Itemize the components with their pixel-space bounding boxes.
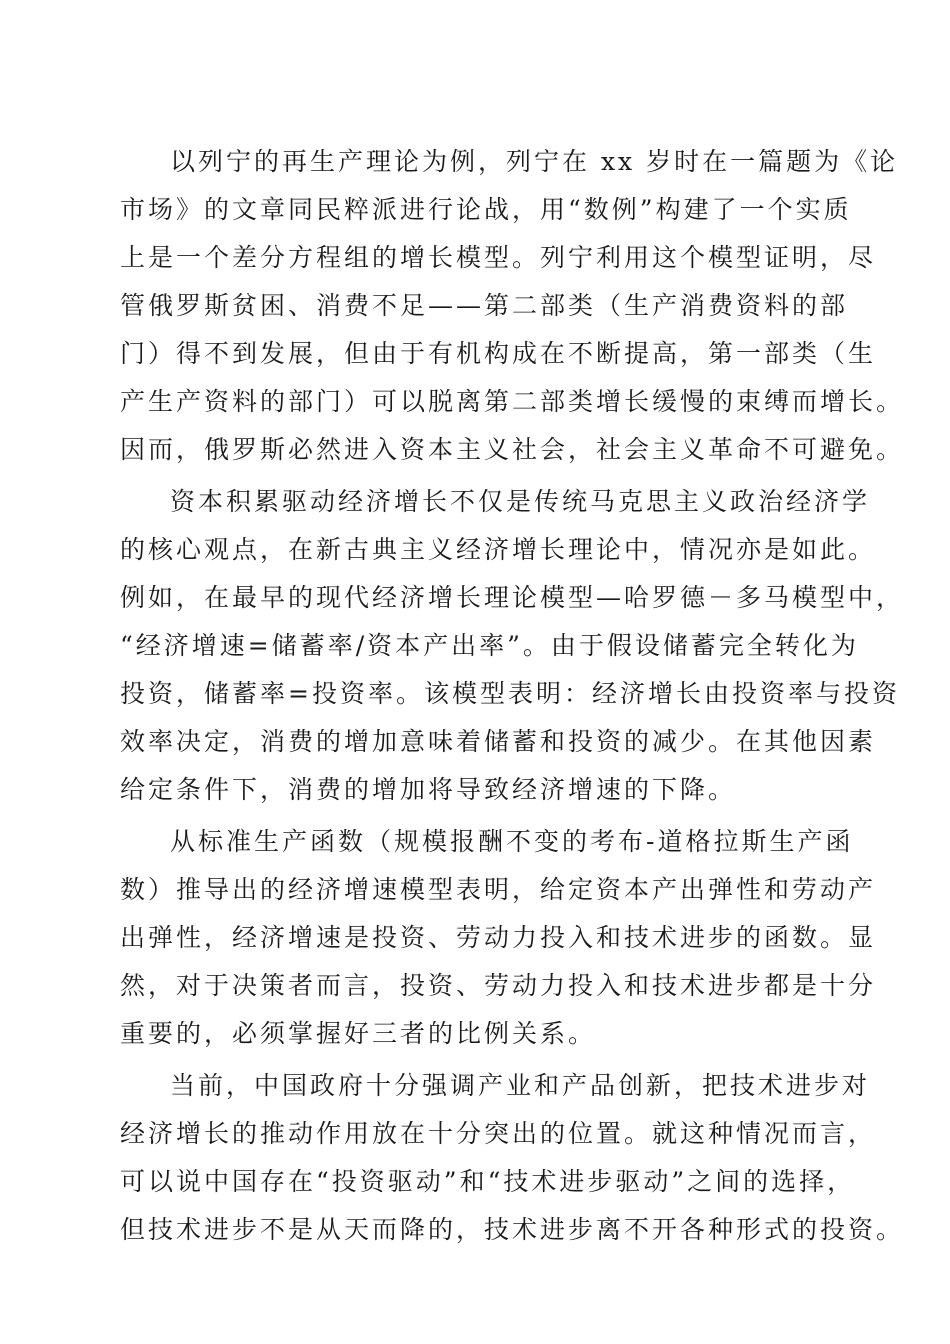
text-line: 经济增长的推动作用放在十分突出的位置。就这种情况而言， <box>120 1119 877 1148</box>
text-line: 门）得不到发展，但由于有机构成在不断提高，第一部类（生 <box>120 339 877 368</box>
paragraph-capital-accumulation <box>120 478 905 814</box>
text-line: “经济增速=储蓄率/资本产出率”。由于假设储蓄完全转化为 <box>120 631 859 660</box>
text-line: 管俄罗斯贫困、消费不足——第二部类（生产消费资料的部 <box>120 291 849 320</box>
text-line: 产生产资料的部门）可以脱离第二部类增长缓慢的束缚而增长。 <box>120 387 905 416</box>
document-body <box>120 138 905 1258</box>
text-line: 市场》的文章同民粹派进行论战，用“数例”构建了一个实质 <box>120 195 852 224</box>
text-line: 然，对于决策者而言，投资、劳动力投入和技术进步都是十分 <box>120 971 877 1000</box>
text-line: 当前，中国政府十分强调产业和产品创新，把技术进步对 <box>170 1071 871 1100</box>
text-line: 但技术进步不是从天而降的，技术进步离不开各种形式的投资。 <box>120 1215 905 1244</box>
text-line: 例如，在最早的现代经济增长理论模型—哈罗德－多马模型中， <box>120 583 905 612</box>
text-line: 上是一个差分方程组的增长模型。列宁利用这个模型证明，尽 <box>120 243 877 272</box>
text-line: 投资，储蓄率=投资率。该模型表明：经济增长由投资率与投资 <box>120 679 900 708</box>
paragraph-china-innovation <box>120 1062 905 1254</box>
text-line: 的核心观点，在新古典主义经济增长理论中，情况亦是如此。 <box>120 535 877 564</box>
text-line: 出弹性，经济增速是投资、劳动力投入和技术进步的函数。显 <box>120 923 877 952</box>
paragraph-lenin-reproduction <box>120 138 905 474</box>
text-line: 以列宁的再生产理论为例，列宁在 xx 岁时在一篇题为《论 <box>170 147 899 176</box>
text-line: 因而，俄罗斯必然进入资本主义社会，社会主义革命不可避免。 <box>120 435 905 464</box>
text-line: 资本积累驱动经济增长不仅是传统马克思主义政治经济学 <box>170 487 871 516</box>
text-line: 给定条件下，消费的增加将导致经济增速的下降。 <box>120 775 737 804</box>
text-line: 重要的，必须掌握好三者的比例关系。 <box>120 1019 597 1048</box>
text-line: 可以说中国存在“投资驱动”和“技术进步驱动”之间的选择， <box>120 1167 856 1196</box>
text-line: 从标准生产函数（规模报酬不变的考布-道格拉斯生产函 <box>170 827 854 856</box>
text-line: 数）推导出的经济增速模型表明，给定资本产出弹性和劳动产 <box>120 875 877 904</box>
paragraph-production-function <box>120 818 877 1058</box>
text-line: 效率决定，消费的增加意味着储蓄和投资的减少。在其他因素 <box>120 727 877 756</box>
